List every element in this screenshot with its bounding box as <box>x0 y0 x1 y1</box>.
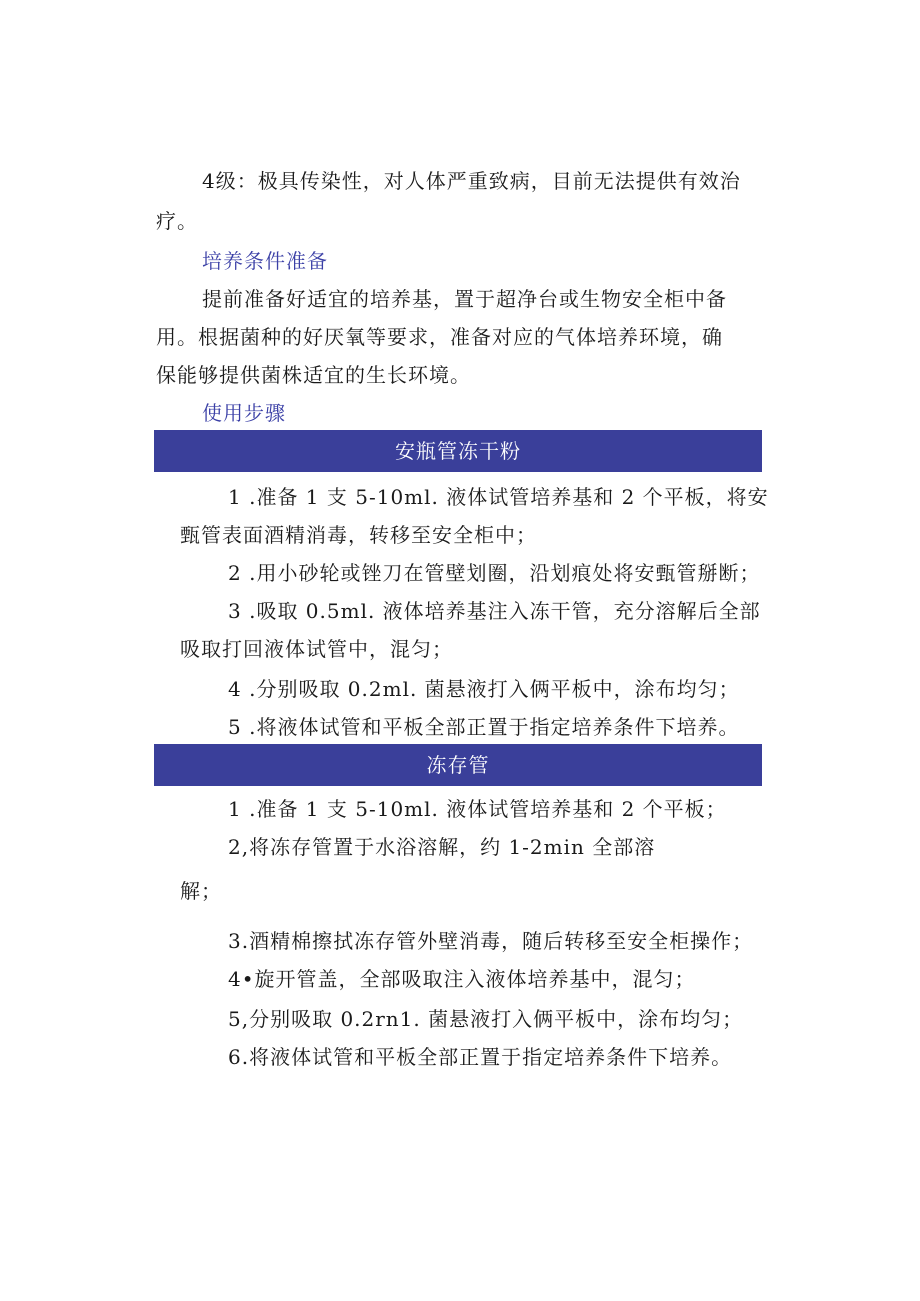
ampoule-title-bar: 安瓶管冻干粉 <box>154 430 762 472</box>
ampoule-step-3a: 3 .吸取 0.5ml. 液体培养基注入冻干管，充分溶解后全部 <box>228 599 761 623</box>
ampoule-step-3b: 吸取打回液体试管中，混匀； <box>180 637 453 661</box>
cryotube-step-6: 6.将液体试管和平板全部正置于指定培养条件下培养。 <box>228 1045 733 1069</box>
culture-prep-heading: 培养条件准备 <box>202 249 328 273</box>
usage-heading: 使用步骤 <box>202 401 286 425</box>
intro-line-1: 4级：极具传染性，对人体严重致病，目前无法提供有效治 <box>202 169 741 193</box>
cryotube-title-bar: 冻存管 <box>154 744 762 786</box>
cryotube-step-3: 3.酒精棉擦拭冻存管外壁消毒，随后转移至安全柜操作； <box>228 929 754 953</box>
culture-prep-line-3: 保能够提供菌株适宜的生长环境。 <box>156 363 471 387</box>
cryotube-step-1: 1 .准备 1 支 5-10ml. 液体试管培养基和 2 个平板； <box>228 797 727 821</box>
culture-prep-line-1: 提前准备好适宜的培养基，置于超净台或生物安全柜中备 <box>202 287 727 311</box>
cryotube-step-5: 5,分别吸取 0.2rn1. 菌悬液打入俩平板中，涂布均匀； <box>228 1007 744 1031</box>
intro-line-2: 疗。 <box>156 209 198 233</box>
cryotube-step-4: 4•旋开管盖，全部吸取注入液体培养基中，混匀； <box>228 967 696 991</box>
ampoule-step-5: 5 .将液体试管和平板全部正置于指定培养条件下培养。 <box>228 715 740 739</box>
ampoule-step-1b: 甄管表面酒精消毒，转移至安全柜中； <box>180 523 537 547</box>
culture-prep-line-2: 用。根据菌种的好厌氧等要求，准备对应的气体培养环境，确 <box>156 325 723 349</box>
cryotube-step-2a: 2,将冻存管置于水浴溶解，约 1-2min 全部溶 <box>228 835 656 859</box>
cryotube-step-2b: 解； <box>180 879 222 903</box>
ampoule-step-2: 2 .用小砂轮或锉刀在管壁划圈，沿划痕处将安甄管掰断； <box>228 561 761 585</box>
ampoule-step-1a: 1 .准备 1 支 5-10ml. 液体试管培养基和 2 个平板，将安 <box>228 485 769 509</box>
ampoule-step-4: 4 .分别吸取 0.2ml. 菌悬液打入俩平板中，涂布均匀； <box>228 677 740 701</box>
